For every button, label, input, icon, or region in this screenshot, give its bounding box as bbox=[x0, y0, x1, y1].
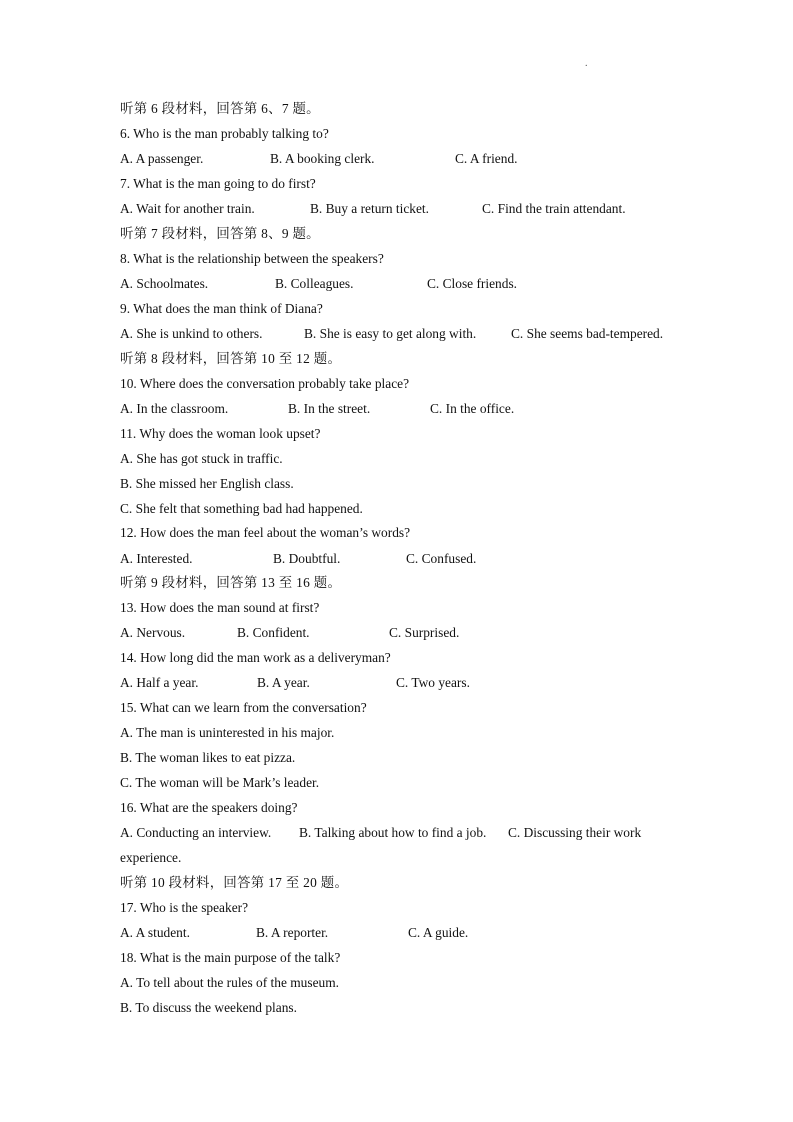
question-6: 6. Who is the man probably talking to? bbox=[120, 126, 329, 141]
option-c: C. Find the train attendant. bbox=[482, 201, 626, 216]
option-c: C. Surprised. bbox=[389, 625, 460, 640]
question-11-option-a: A. She has got stuck in traffic. bbox=[120, 451, 283, 466]
question-13: 13. How does the man sound at first? bbox=[120, 600, 320, 615]
section-heading: 听第 6 段材料，回答第 6、7 题。 bbox=[120, 101, 320, 116]
section-heading: 听第 10 段材料，回答第 17 至 20 题。 bbox=[120, 875, 349, 890]
option-a: A. Half a year. bbox=[120, 675, 199, 690]
option-c: C. A guide. bbox=[408, 925, 469, 940]
section-heading: 听第 8 段材料，回答第 10 至 12 题。 bbox=[120, 351, 342, 366]
question-10: 10. Where does the conversation probably take place? bbox=[120, 376, 410, 391]
question-11-option-b: B. She missed her English class. bbox=[120, 476, 294, 491]
section-heading: 听第 7 段材料，回答第 8、9 题。 bbox=[120, 226, 320, 241]
question-11: 11. Why does the woman look upset? bbox=[120, 426, 321, 441]
question-15-option-a: A. The man is uninterested in his major. bbox=[120, 725, 335, 740]
option-c: C. In the office. bbox=[430, 401, 515, 416]
question-12: 12. How does the man feel about the woman’s words? bbox=[120, 525, 411, 540]
option-c: C. Discussing their work bbox=[508, 825, 642, 840]
option-a: A. She is unkind to others. bbox=[120, 326, 263, 341]
question-14: 14. How long did the man work as a deliveryman? bbox=[120, 650, 391, 665]
question-11-option-c: C. She felt that something bad had happened. bbox=[120, 501, 363, 516]
header-mark: . bbox=[585, 58, 588, 69]
option-a: A. A passenger. bbox=[120, 151, 204, 166]
option-b: B. Doubtful. bbox=[273, 551, 341, 566]
option-b: B. Buy a return ticket. bbox=[310, 201, 429, 216]
option-a: A. Nervous. bbox=[120, 625, 186, 640]
option-a: A. A student. bbox=[120, 925, 190, 940]
question-18: 18. What is the main purpose of the talk? bbox=[120, 950, 341, 965]
option-b: B. A reporter. bbox=[256, 925, 329, 940]
question-17: 17. Who is the speaker? bbox=[120, 900, 249, 915]
question-18-option-a: A. To tell about the rules of the museum. bbox=[120, 975, 339, 990]
question-15-option-c: C. The woman will be Mark’s leader. bbox=[120, 775, 320, 790]
section-heading: 听第 9 段材料，回答第 13 至 16 题。 bbox=[120, 575, 342, 590]
option-a: A. Wait for another train. bbox=[120, 201, 255, 216]
option-a: A. Interested. bbox=[120, 551, 193, 566]
question-16: 16. What are the speakers doing? bbox=[120, 800, 298, 815]
option-c: C. She seems bad-tempered. bbox=[511, 326, 664, 341]
option-b: B. Talking about how to find a job. bbox=[299, 825, 487, 840]
question-15-option-b: B. The woman likes to eat pizza. bbox=[120, 750, 296, 765]
option-c: C. Close friends. bbox=[427, 276, 518, 291]
question-8: 8. What is the relationship between the speakers? bbox=[120, 251, 384, 266]
option-a: A. Schoolmates. bbox=[120, 276, 209, 291]
option-b: B. Colleagues. bbox=[275, 276, 354, 291]
option-b: B. She is easy to get along with. bbox=[304, 326, 477, 341]
question-16-option-c-continued: experience. bbox=[120, 850, 182, 865]
option-b: B. Confident. bbox=[237, 625, 310, 640]
option-a: A. Conducting an interview. bbox=[120, 825, 272, 840]
question-18-option-b: B. To discuss the weekend plans. bbox=[120, 1000, 297, 1015]
question-9: 9. What does the man think of Diana? bbox=[120, 301, 323, 316]
option-b: B. In the street. bbox=[288, 401, 371, 416]
question-15: 15. What can we learn from the conversation? bbox=[120, 700, 367, 715]
question-7: 7. What is the man going to do first? bbox=[120, 176, 316, 191]
option-b: B. A booking clerk. bbox=[270, 151, 375, 166]
option-a: A. In the classroom. bbox=[120, 401, 229, 416]
option-c: C. Two years. bbox=[396, 675, 470, 690]
option-c: C. Confused. bbox=[406, 551, 477, 566]
option-c: C. A friend. bbox=[455, 151, 518, 166]
option-b: B. A year. bbox=[257, 675, 310, 690]
